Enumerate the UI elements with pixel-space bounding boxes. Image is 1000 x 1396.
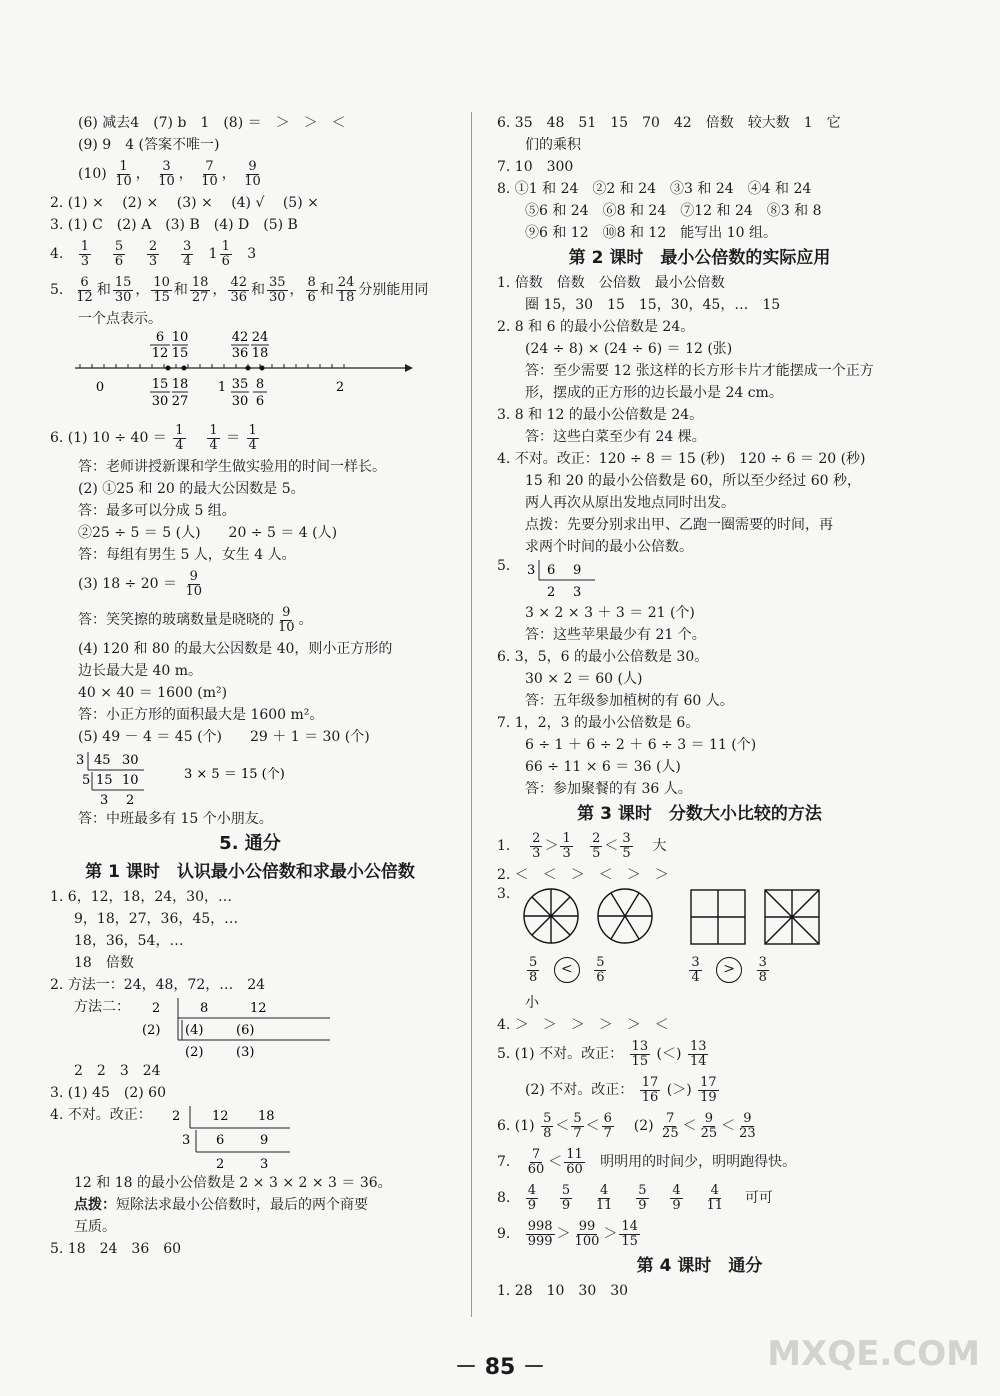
svg-text:18: 18	[258, 1109, 275, 1124]
text-line: 4. 不对。改正：120 ÷ 8 ＝ 15 (秒) 120 ÷ 6 ＝ 20 (秒)	[497, 451, 866, 467]
text-line: ②25 ÷ 5 ＝ 5 (人) 20 ÷ 5 ＝ 4 (人)	[78, 525, 338, 541]
ladder-svg	[74, 748, 334, 808]
tip-line: 点拨：先要分别求出甲、乙跑一圈需要的时间，再	[525, 517, 833, 533]
text-line: 一个点表示。	[78, 311, 162, 327]
svg-text:2: 2	[216, 1157, 225, 1172]
svg-text:30: 30	[122, 753, 139, 768]
text-line: 18 倍数	[74, 955, 134, 971]
svg-text:12: 12	[250, 1001, 267, 1016]
svg-text:35: 35	[231, 377, 249, 392]
answer-line: 答：这些白菜至少有 24 棵。	[525, 429, 706, 445]
svg-text:(6): (6)	[236, 1023, 255, 1038]
text-line: 2. ＜ ＜ ＞ ＜ ＞ ＞	[497, 867, 669, 883]
svg-text:12: 12	[212, 1109, 229, 1124]
svg-text:(3): (3)	[236, 1045, 255, 1060]
lesson-heading: 第 2 课时 最小公倍数的实际应用	[568, 248, 831, 268]
text-line: 2. 方法一：24，48，72，… 24	[50, 977, 266, 993]
svg-text:3: 3	[76, 753, 85, 768]
fraction: $\frac{7}{10}$	[201, 158, 218, 189]
text-line: 圈 15，30 15 15，30，45，… 15	[525, 297, 781, 313]
svg-text:9: 9	[260, 1133, 269, 1148]
svg-text:8: 8	[255, 377, 265, 392]
svg-text:3: 3	[182, 1133, 191, 1148]
svg-text:6: 6	[155, 330, 165, 345]
svg-text:6: 6	[547, 563, 556, 578]
fraction: $\frac{3}{10}$	[158, 158, 175, 189]
number-line-svg	[50, 330, 450, 420]
text-line: (5) 49 － 4 ＝ 45 (个) 29 ＋ 1 ＝ 30 (个)	[78, 729, 370, 745]
text-line: (24 ÷ 8) × (24 ÷ 6) ＝ 12 (张)	[525, 341, 733, 357]
fraction: $\frac{1}{10}$	[115, 158, 132, 189]
text-line: 2. (1) × (2) × (3) × (4) √ (5) ×	[50, 195, 319, 211]
text-line: 3. (1) C (2) A (3) B (4) D (5) B	[50, 217, 298, 233]
fraction: $\frac{9}{10}$	[244, 158, 261, 189]
text-line: 4. ＞ ＞ ＞ ＞ ＞ ＜	[497, 1017, 669, 1033]
text-line: 8. ①1 和 24 ②2 和 24 ③3 和 24 ④4 和 24	[497, 181, 812, 197]
text-line: 1. 6，12，18，24，30，…	[50, 889, 232, 905]
text-line: 们的乘积	[525, 137, 581, 153]
answer-line: 答：小正方形的面积最大是 1600 m²。	[78, 707, 324, 723]
tick-0: 0	[95, 380, 105, 395]
text-line: 形，摆成的正方形的边长最小是 24 cm。	[525, 385, 783, 401]
svg-text:6: 6	[255, 394, 265, 409]
svg-text:10: 10	[171, 330, 189, 345]
answer-line: 答：中班最多有 15 个小朋友。	[78, 811, 273, 827]
answer-line: 答：最多可以分成 5 组。	[78, 503, 236, 519]
fraction-line: 4. $\frac{1}{3}$ $\frac{5}{6}$ $\frac{2}{3}$ $\frac{3}{4}$ 1 $\frac{1}{6}$ 3	[50, 238, 257, 269]
svg-text:27: 27	[171, 394, 189, 409]
ladder-svg	[160, 1104, 420, 1172]
svg-text:5: 5	[82, 773, 91, 788]
shapes-svg	[523, 886, 903, 952]
svg-text:(2): (2)	[185, 1045, 204, 1060]
text-line: 66 ÷ 11 × 6 ＝ 36 (人)	[525, 759, 681, 775]
svg-text:2: 2	[547, 585, 556, 600]
svg-text:30: 30	[151, 394, 169, 409]
svg-text:(4): (4)	[185, 1023, 204, 1038]
text-line: 30 × 2 ＝ 60 (人)	[525, 671, 643, 687]
fraction-line: 6. (1) $\frac{5}{8}$ ＜ $\frac{5}{7}$ ＜ $\frac{6}{7}$ (2) $\frac{7}{25}$ ＜ $\frac{9}{25}$ ＜ $\frac{9}{23}$	[497, 1110, 756, 1141]
text-line: 2. 8 和 6 的最小公倍数是 24。	[497, 319, 695, 335]
compare-circle: <	[554, 957, 580, 983]
watermark-logo: MXQE.COM	[767, 1334, 980, 1374]
text-line: 15 和 20 的最小公倍数是 60，所以至少经过 60 秒，	[525, 473, 861, 489]
svg-text:15: 15	[96, 773, 113, 788]
svg-text:3 × 5 ＝ 15 (个): 3 × 5 ＝ 15 (个)	[184, 767, 285, 782]
tip-line: 点拨：短除法求最小公倍数时，最后的两个商要	[74, 1197, 368, 1213]
text-line: 1. 倍数 倍数 公倍数 最小公倍数	[497, 275, 725, 291]
fraction-line: 5. $\frac{6}{12}$ 和 $\frac{15}{30}$ ， $\frac{10}{15}$ 和 $\frac{18}{27}$ ， $\frac{42}{36}$ 和 $\frac{35}{30}$ ， $\frac{8}{6}$ 和 $\frac{24}{18}$ 分别能用同	[50, 274, 429, 305]
svg-text:42: 42	[231, 330, 249, 345]
text-line: (2) ①25 和 20 的最大公因数是 5。	[78, 481, 305, 497]
lesson-heading: 第 1 课时 认识最小公倍数和求最小公倍数	[85, 862, 415, 882]
svg-text:3: 3	[527, 563, 536, 578]
text-line: 5. 18 24 36 60	[50, 1241, 182, 1257]
svg-text:10: 10	[122, 773, 139, 788]
fraction-compare-line: $\frac{5}{8}$ < $\frac{5}{6}$ $\frac{3}{4}$ > $\frac{3}{8}$	[529, 954, 767, 985]
text-line: 1. 28 10 30 30	[497, 1283, 629, 1299]
fraction-line: 6. (1) 10 ÷ 40 ＝ $\frac{1}{4}$ $\frac{1}{4}$ ＝ $\frac{1}{4}$	[50, 422, 257, 453]
answer-line: 答：老师讲授新课和学生做实验用的时间一样长。	[78, 459, 386, 475]
text-line: 互质。	[74, 1219, 116, 1235]
svg-text:15: 15	[171, 346, 189, 361]
answer-line: 答：笑笑擦的玻璃数量是晓晓的 $\frac{9}{10}$ 。	[78, 604, 313, 635]
svg-text:2: 2	[152, 1001, 161, 1016]
text-line: 6. 35 48 51 15 70 42 倍数 较大数 1 它	[497, 115, 841, 131]
text-line: 12 和 18 的最小公倍数是 2 × 3 × 2 × 3 ＝ 36。	[74, 1175, 392, 1191]
text-line: 6. 3，5，6 的最小公倍数是 30。	[497, 649, 709, 665]
text-line: 7. 1，2，3 的最小公倍数是 6。	[497, 715, 700, 731]
ladder-svg	[130, 996, 430, 1060]
fraction-line: (10) $\frac{1}{10}$ ， $\frac{3}{10}$ ， $\frac{7}{10}$ ， $\frac{9}{10}$	[78, 158, 261, 189]
svg-text:18: 18	[251, 346, 269, 361]
column-divider	[471, 112, 472, 1317]
svg-text:45: 45	[94, 753, 111, 768]
page-number: － 85 －	[455, 1355, 545, 1380]
short-division-ladder: 5. 3 6 9 2 3	[497, 558, 902, 602]
text-line: 9，18，27，36，45，…	[74, 911, 239, 927]
svg-text:3: 3	[260, 1157, 269, 1172]
svg-text:8: 8	[200, 1001, 209, 1016]
label: (10)	[78, 166, 107, 182]
svg-text:18: 18	[171, 377, 189, 392]
svg-text:15: 15	[151, 377, 169, 392]
svg-text:3: 3	[100, 793, 109, 808]
text-line: 求两个时间的最小公倍数。	[525, 539, 693, 555]
answer-line: 答：五年级参加植树的有 60 人。	[525, 693, 734, 709]
fraction-line: (2) 不对。改正： $\frac{17}{16}$ (＞) $\frac{17}{19}$	[525, 1074, 717, 1105]
point-four-thirds	[260, 366, 265, 371]
text-line: 3. 8 和 12 的最小公倍数是 24。	[497, 407, 704, 423]
text-line: 7. 10 300	[497, 159, 574, 175]
text-line: 两人再次从原出发地点同时出发。	[525, 495, 735, 511]
text-line: 6 ÷ 1 ＋ 6 ÷ 2 ＋ 6 ÷ 3 ＝ 11 (个)	[525, 737, 757, 753]
text-line: 3. (1) 45 (2) 60	[50, 1085, 166, 1101]
svg-text:12: 12	[151, 346, 169, 361]
svg-text:9: 9	[573, 563, 582, 578]
svg-text:30: 30	[231, 394, 249, 409]
fraction-line: 7. $\frac{7}{60}$ ＜ $\frac{11}{60}$ 明明用的时间少，明明跑得快。	[497, 1146, 797, 1177]
fraction-line: 5. (1) 不对。改正： $\frac{13}{15}$ (＜) $\frac{13}{14}$	[497, 1038, 707, 1069]
ladder-svg	[525, 558, 725, 602]
lesson-heading: 第 4 课时 通分	[636, 1256, 763, 1276]
short-division-ladder: 4. 不对。改正： 2 12 18 3 6 9 2 3	[50, 1104, 450, 1172]
text-line: ⑨6 和 12 ⑩8 和 12 能写出 10 组。	[525, 225, 777, 241]
tick-2: 2	[335, 380, 345, 395]
text-line: 3 × 2 × 3 ＋ 3 ＝ 21 (个)	[525, 605, 695, 621]
point-seven-sixths	[246, 366, 251, 371]
point-two-thirds	[182, 366, 187, 371]
text-line: (6) 减去4 (7) b 1 (8) ＝ ＞ ＞ ＜	[78, 115, 346, 131]
tick-1: 1	[217, 380, 227, 395]
tick-marks	[80, 364, 344, 368]
svg-text:36: 36	[231, 346, 249, 361]
compare-circle: >	[716, 957, 742, 983]
answer-line: 答：参加聚餐的有 36 人。	[525, 781, 692, 797]
left-column	[50, 112, 450, 1260]
svg-text:24: 24	[251, 330, 269, 345]
number-line	[50, 330, 450, 420]
answer-line: 答：这些苹果最少有 21 个。	[525, 627, 706, 643]
lesson-heading: 第 3 课时 分数大小比较的方法	[577, 804, 822, 824]
answer-line: 答：至少需要 12 张这样的长方形卡片才能摆成一个正方	[525, 363, 874, 379]
answer-line: 答：每组有男生 5 人，女生 4 人。	[78, 547, 296, 563]
short-division-ladder	[50, 748, 450, 808]
fraction-line: 9. $\frac{998}{999}$ ＞ $\frac{99}{100}$ ＞ $\frac{14}{15}$	[497, 1218, 638, 1249]
text-line: 2 2 3 24	[74, 1063, 161, 1079]
text-line: 40 × 40 ＝ 1600 (m²)	[78, 685, 228, 701]
svg-text:6: 6	[216, 1133, 225, 1148]
fraction-line: 1. $\frac{2}{3}$ ＞ $\frac{1}{3}$ $\frac{2}{5}$ ＜ $\frac{3}{5}$ 大	[497, 830, 667, 861]
fraction-line: (3) 18 ÷ 20 ＝ $\frac{9}{10}$	[78, 568, 202, 599]
text-line: 18，36，54，…	[74, 933, 184, 949]
text-line: (9) 9 4 (答案不唯一)	[78, 137, 220, 153]
right-column	[497, 112, 902, 1302]
short-division-ladder: 方法二： 2 8 12 (2) (4) (6) (2) (3)	[50, 996, 450, 1060]
svg-text:(2): (2)	[142, 1023, 161, 1038]
text-line: ⑤6 和 24 ⑥8 和 24 ⑦12 和 24 ⑧3 和 8	[525, 203, 822, 219]
svg-text:2: 2	[126, 793, 135, 808]
fraction-line: 8. $\frac{4}{9}$ $\frac{5}{9}$ $\frac{4}{11}$ $\frac{5}{9}$ $\frac{4}{9}$ $\frac{4}{11}$ 可可	[497, 1182, 773, 1213]
fraction-shapes: 3.	[497, 886, 902, 952]
svg-text:3: 3	[573, 585, 582, 600]
svg-text:2: 2	[172, 1109, 181, 1124]
text-line: 边长最大是 40 m。	[78, 663, 202, 679]
text-line: (4) 120 和 80 的最大公因数是 40，则小正方形的	[78, 641, 393, 657]
point-half	[166, 366, 171, 371]
text-line: 小	[525, 995, 539, 1011]
section-heading: 5. 通分	[219, 833, 281, 854]
